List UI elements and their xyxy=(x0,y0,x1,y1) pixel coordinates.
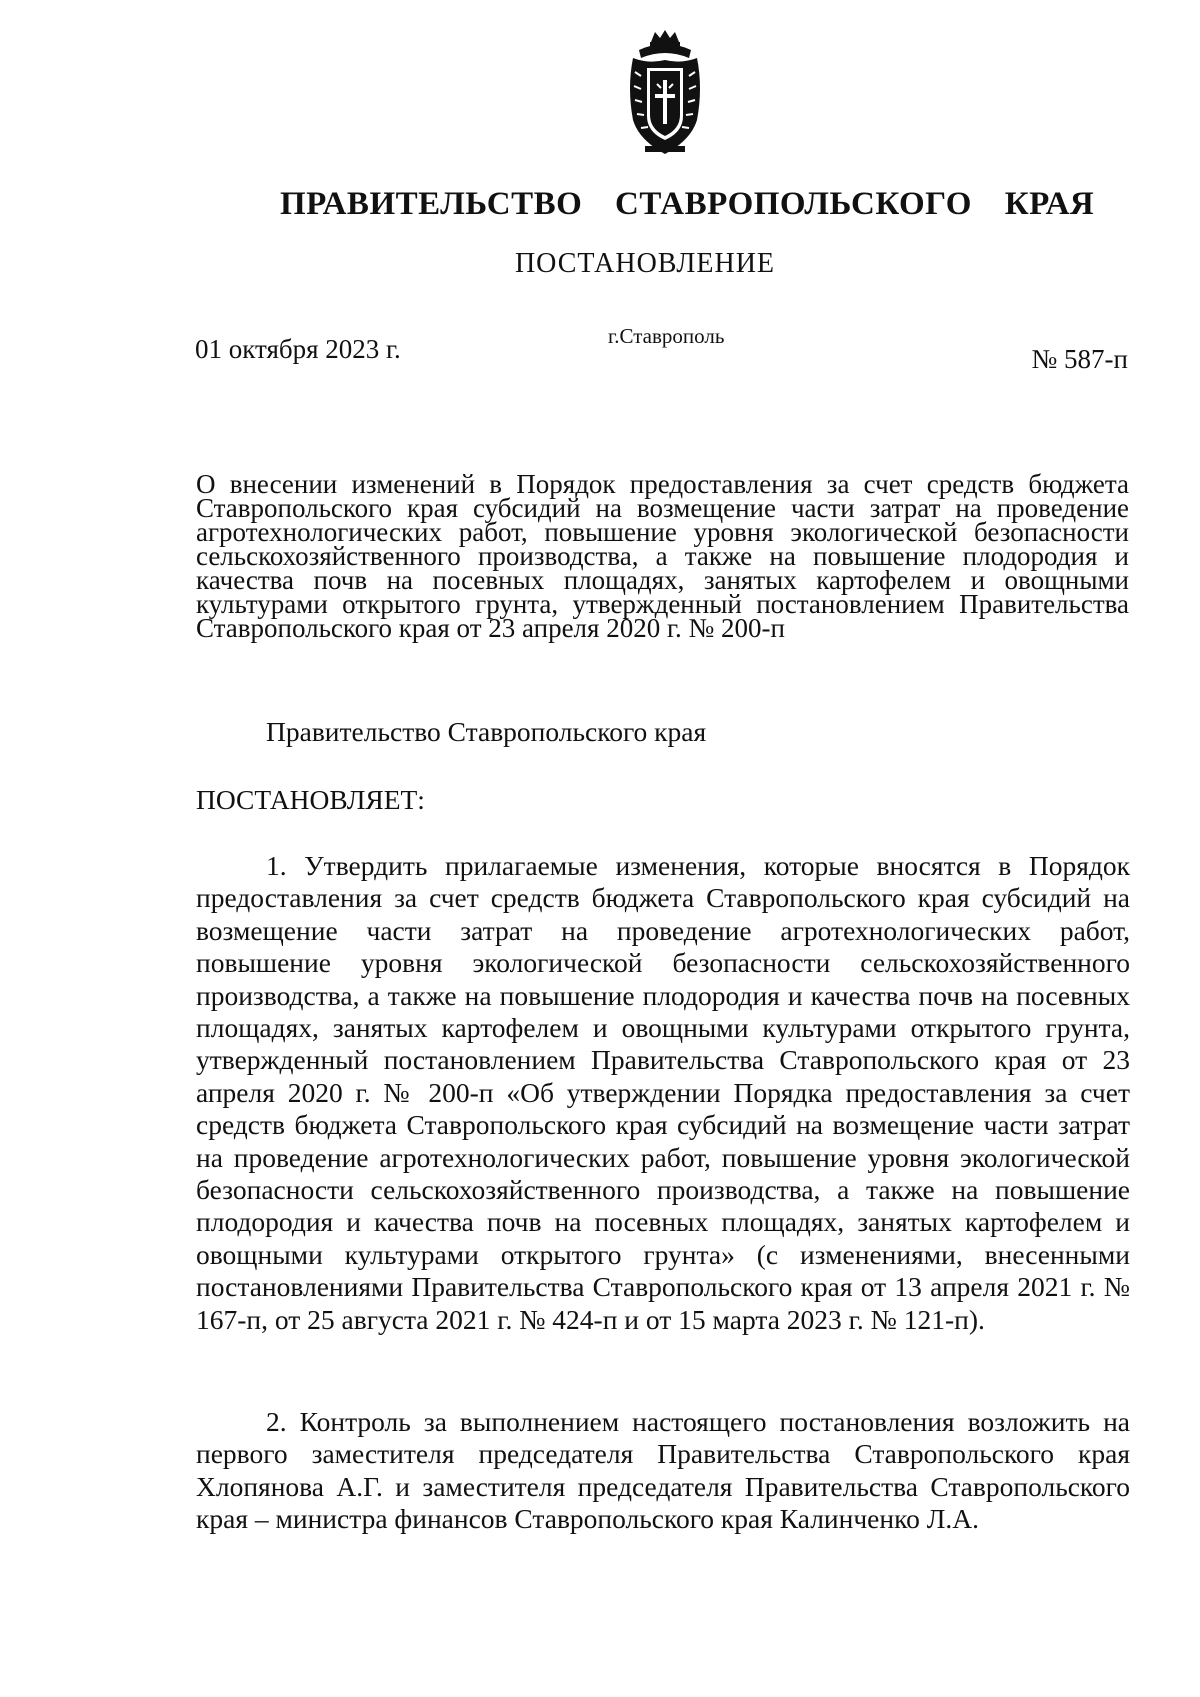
paragraph-item-2: 2. Контроль за выполнением настоящего постановления возложить на первого заместителя председателя Правительства Ставропольского края Хлопянова А.Г. и заместителя председателя Правительства Ставропольского края – министра финансов Ставропольского края Калинченко Л.А. xyxy=(196,1406,1130,1535)
document-date: 01 октября 2023 г. xyxy=(195,334,401,364)
resolves-heading: ПОСТАНОВЛЯЕТ: xyxy=(196,784,425,815)
document-type: ПОСТАНОВЛЕНИЕ xyxy=(514,248,776,279)
government-title: ПРАВИТЕЛЬСТВО СТАВРОПОЛЬСКОГО КРАЯ xyxy=(280,186,1095,222)
document-city: г.Ставрополь xyxy=(608,324,725,348)
document-subject: О внесении изменений в Порядок предоставления за счет средств бюджета Ставропольского края субсидий на возмещение части затрат на проведение агротехнологических работ, повышение уровня экологической безопасности сельскохозяйственного производства, а также на повышение плодородия и качества почв на посевных площадях, занятых картофелем и овощными культурами открытого грунта, утвержденный постановлением Правительства Ставропольского края от 23 апреля 2020 г. № 200-п xyxy=(196,469,1129,643)
paragraph-item-1: 1. Утвердить прилагаемые изменения, которые вносятся в Порядок предоставления за счет средств бюджета Ставропольского края субсидий на возмещение части затрат на проведение агротехнологических работ, повышение уровня экологической безопасности сельскохозяйственного производства, а также на повышение плодородия и качества почв на посевных площадях, занятых картофелем и овощными культурами открытого грунта, утвержденный постановлением Правительства Ставропольского края от 23 апреля 2020 г. № 200-п «Об утверждении Порядка предоставления за счет средств бюджета Ставропольского края субсидий на возмещение части затрат на проведение агротехнологических работ, повышение уровня экологической безопасности сельскохозяйственного производства, а также на повышение плодородия и качества почв на посевных площадях, занятых картофелем и овощными культурами открытого грунта» (с изменениями, внесенными постановлениями Правительства Ставропольского края от 13 апреля 2021 г. № 167-п, от 25 августа 2021 г. № 424-п и от 15 марта 2023 г. № 121-п). xyxy=(196,850,1130,1335)
coat-of-arms-icon xyxy=(625,28,705,160)
government-intro: Правительство Ставропольского края xyxy=(266,716,707,747)
document-number: № 587-п xyxy=(1031,344,1128,374)
